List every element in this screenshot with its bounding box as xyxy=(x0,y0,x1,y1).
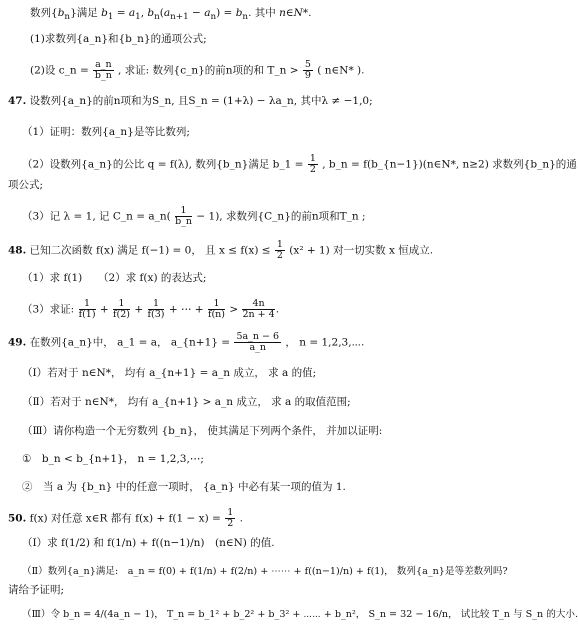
frac-top: 1 xyxy=(227,507,234,518)
p47-header xyxy=(8,94,373,108)
frac-top: 1 xyxy=(175,206,192,217)
p49-q1-text: （Ⅰ）若对于 n∈N*， 均有 a_{n+1} = a_n 成立， 求 a 的值; xyxy=(22,367,317,379)
p47-q2-frac xyxy=(308,154,318,175)
p49-c2 xyxy=(22,480,346,494)
p49-number: 49. xyxy=(8,336,27,349)
p48-q3: （3）求证: $\frac{1}{f(1)}$ + $\frac{1}{f(2)}$ + $\frac{1}{f(3)}$ + ⋯ + $\frac{1}{f(n)}$ > $\frac{4n}{2n + 4}$ . xyxy=(22,298,280,320)
p47-q3-frac xyxy=(175,206,192,227)
frac-bot: b_n xyxy=(94,70,112,81)
frac-top: 1 xyxy=(309,153,316,164)
p50-q1-text: （Ⅰ）求 f(1/2) 和 f(1/n) + f((n−1)/n) (n∈N) 的值. xyxy=(22,537,275,549)
frac-bot: f(1) xyxy=(78,309,96,320)
p49-text-post: ， n = 1,2,3,⋯. xyxy=(285,336,365,349)
frac-bot: a_n xyxy=(249,342,267,353)
p47-q1 xyxy=(22,125,190,139)
p48-rhs xyxy=(242,299,274,320)
frac-bot: f(2) xyxy=(113,309,131,320)
frac-bot: 9 xyxy=(304,70,311,81)
frac-bot: 2 xyxy=(309,164,316,175)
p50-q2-text: （Ⅱ）数列{a_n}满足: a_n = f(0) + f(1/n) + f(2/n) + ⋯⋯ + f((n−1)/n) + f(1)， 数列{a_n}是等差数列吗? xyxy=(22,566,508,577)
p49-q3 xyxy=(22,424,382,438)
p48-q1 xyxy=(22,271,206,285)
intro-q2-frac xyxy=(93,60,114,81)
frac-top: 5 xyxy=(304,59,311,70)
intro-q2-pre: (2)设 c_n = xyxy=(30,64,89,77)
p48-q1-text: （1）求 f(1) （2）求 f(x) 的表达式; xyxy=(22,272,207,284)
p48-text-pre: 已知二次函数 f(x) 满足 f(−1) = 0， 且 x ≤ f(x) ≤ xyxy=(29,244,271,257)
p48-term-n xyxy=(208,299,225,320)
p48-term-1 xyxy=(79,299,96,320)
p48-term-3 xyxy=(148,299,165,320)
p50-text-pre: f(x) 对任意 x∈R 都有 f(x) + f(1 − x) = xyxy=(29,512,221,525)
frac-bot: 2 xyxy=(227,518,234,529)
intro-q2-post: , 求证: 数列{c_n}的前n项的和 T_n > xyxy=(117,64,299,77)
p49-header xyxy=(8,332,364,353)
p47-q3-post: − 1), 求数列{C_n}的前n项和T_n ; xyxy=(196,210,366,223)
p47-q2 xyxy=(22,154,577,175)
frac-top: 1 xyxy=(79,299,96,310)
frac-bot: 2n + 4 xyxy=(242,309,275,320)
frac-top: 4n xyxy=(242,299,274,310)
frac-bot: f(3) xyxy=(147,309,165,320)
p47-q3-pre: （3）记 λ = 1, 记 C_n = a_n( xyxy=(22,210,171,223)
p49-c2-text: ② 当 a 为 {b_n} 中的任意一项时， {a_n} 中必有某一项的值为 1. xyxy=(22,481,346,493)
frac-top: 5a_n − 6 xyxy=(236,331,280,342)
intro-q1-text: (1)求数列{a_n}和{b_n}的通项公式; xyxy=(30,33,207,45)
frac-top: 1 xyxy=(148,299,165,310)
p47-q1-text: （1）证明：数列{a_n}是等比数列; xyxy=(22,126,190,138)
p47-q2-cont-text: 项公式; xyxy=(8,179,44,191)
p49-c1-text: ① b_n < b_{n+1}， n = 1,2,3,⋯; xyxy=(22,453,204,465)
p48-term-2 xyxy=(113,299,130,320)
p50-text-post: . xyxy=(239,512,243,525)
p50-q2-cont-text: 请给予证明; xyxy=(8,584,65,596)
p49-q2 xyxy=(22,395,351,409)
intro-q2-tail: ( n∈N* ). xyxy=(317,64,365,77)
p50-q1 xyxy=(22,536,275,550)
intro-line xyxy=(30,6,311,24)
p47-q2-pre: （2）设数列{a_n}的公比 q = f(λ), 数列{b_n}满足 b_1 = xyxy=(22,158,304,171)
p50-number: 50. xyxy=(8,512,27,525)
frac-bot: 2 xyxy=(276,250,283,261)
p50-q3 xyxy=(22,608,578,622)
p47-text: 设数列{a_n}的前n项和为S_n, 且S_n = (1+λ) − λa_n, 其中λ ≠ −1,0; xyxy=(29,95,373,107)
frac-top: a_n xyxy=(95,59,112,70)
p48-text-post: (x² + 1) 对一切实数 x 恒成立. xyxy=(289,244,434,257)
p47-number: 47. xyxy=(8,95,27,107)
p47-q3 xyxy=(22,206,366,227)
p49-c1 xyxy=(22,452,204,466)
intro-q2-frac2 xyxy=(303,60,313,81)
p48-number: 48. xyxy=(8,244,27,257)
p49-frac xyxy=(234,332,281,353)
p48-header xyxy=(8,240,433,261)
p50-q2 xyxy=(22,565,508,579)
intro-text: 数列$\{b_n\}$满足 $b_1 = a_1$, $b_n(a_{n+1} - a_n) = b_n$. 其中 n∈N*. xyxy=(30,7,312,23)
intro-q2 xyxy=(30,60,364,81)
frac-bot: b_n xyxy=(175,216,193,227)
p47-q2-post: , b_n = f(b_{n−1})(n∈N*, n≥2) 求数列{b_n}的通 xyxy=(322,158,577,171)
frac-top: 1 xyxy=(208,299,225,310)
p49-text-pre: 在数列{a_n}中， a_1 = a， a_{n+1} = xyxy=(29,336,231,349)
p50-q2-cont xyxy=(8,583,64,597)
p48-q3-pre: （3）求证: xyxy=(22,303,75,316)
p50-q3-text: （Ⅲ）令 b_n = 4/(4a_n − 1)， T_n = b_1² + b_2² + b_3² + ⋯⋯ + b_n²， S_n = 32 − 16/n， 试比较 T_n 与 S_n 的大小. xyxy=(22,609,578,620)
intro-q1 xyxy=(30,32,207,46)
frac-top: 1 xyxy=(113,299,130,310)
p48-frac xyxy=(275,240,285,261)
frac-top: 1 xyxy=(276,239,283,250)
p50-header xyxy=(8,508,243,529)
p47-q2-cont xyxy=(8,178,43,192)
p49-q1 xyxy=(22,366,316,380)
p49-q2-text: （Ⅱ）若对于 n∈N*， 均有 a_{n+1} > a_n 成立， 求 a 的取值范围; xyxy=(22,396,351,408)
frac-bot: f(n) xyxy=(207,309,225,320)
p49-q3-text: （Ⅲ）请你构造一个无穷数列 {b_n}， 使其满足下列两个条件， 并加以证明: xyxy=(22,425,383,437)
p50-frac xyxy=(225,508,235,529)
